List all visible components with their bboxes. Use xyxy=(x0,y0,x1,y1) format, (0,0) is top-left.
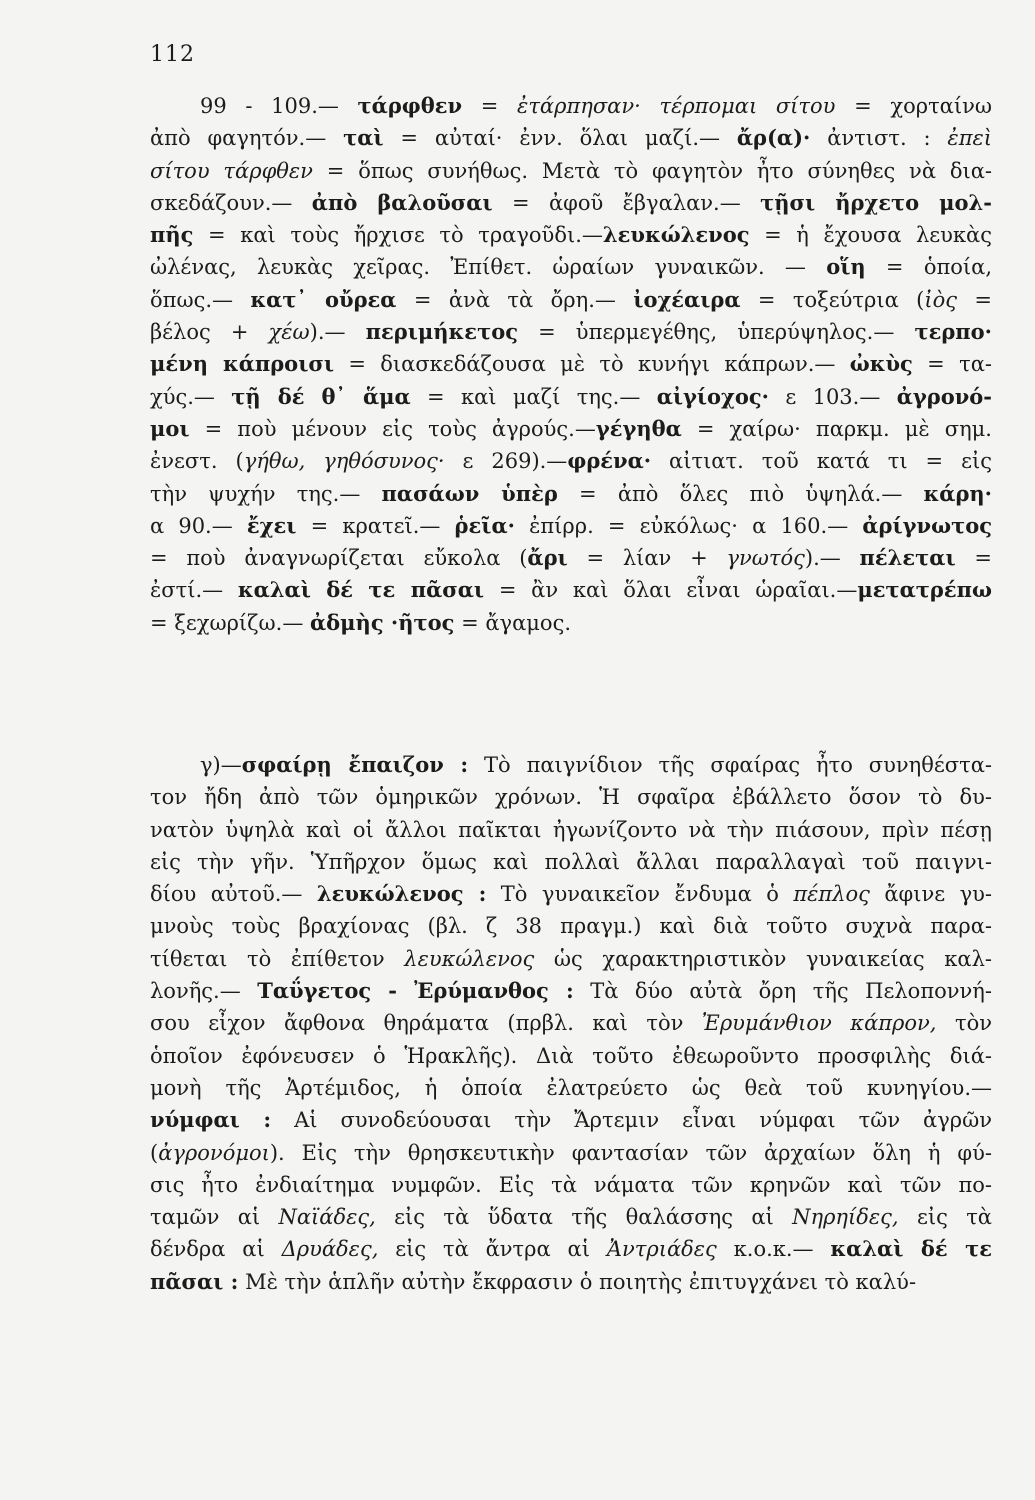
text-run: = διασκεδάζουσα μὲ τὸ κυνήγι κάπρων.— xyxy=(334,352,850,377)
text-line xyxy=(150,348,992,380)
text-line xyxy=(150,1169,992,1201)
italic-text: ἐτάρπησαν· τέρπομαι σίτου xyxy=(517,94,836,118)
text-line xyxy=(150,90,992,122)
text-line xyxy=(150,607,992,639)
bold-lemma: καλαὶ δέ τε πᾶσαι xyxy=(237,577,485,603)
text-line xyxy=(150,478,992,510)
bold-lemma: περιμήκετος xyxy=(365,319,518,345)
text-run: εἰς τὰ ὕδατα τῆς θαλάσσης αἱ xyxy=(375,1205,793,1230)
text-run: ε 103.— xyxy=(768,384,897,409)
italic-text: ἰὸς xyxy=(924,287,957,312)
commentary-paragraph-2 xyxy=(150,749,992,1298)
text-line xyxy=(150,749,992,781)
text-run: ἐνεστ. ( xyxy=(150,449,244,474)
text-run: ὁποῖον ἐφόνευσεν ὁ Ἡρακλῆς). Διὰ τοῦτο ἐθεωροῦντο προσφιλὴς διά- xyxy=(150,1043,992,1068)
bold-lemma: κάρη· xyxy=(923,480,992,506)
text-run: = xyxy=(957,287,992,312)
text-run: = λίαν + xyxy=(567,546,727,571)
text-line xyxy=(150,187,992,219)
text-line xyxy=(150,251,992,283)
text-run: 99 - 109.— xyxy=(200,94,358,118)
text-line xyxy=(150,284,992,316)
text-line xyxy=(150,975,992,1007)
italic-text: Νηρηίδες, xyxy=(792,1205,899,1230)
text-line xyxy=(150,574,992,606)
text-run: = ἀπὸ ὅλες πιὸ ὑψηλά.— xyxy=(557,481,924,506)
text-run: εἰς τὰ ἄντρα αἱ xyxy=(378,1237,607,1262)
bold-lemma: τάρφθεν xyxy=(357,93,463,118)
bold-lemma: κατ᾽ οὔρεα xyxy=(250,286,397,312)
text-run: = ἀνὰ τὰ ὄρη.— xyxy=(396,287,634,312)
bold-lemma: ἀρίγνωτος xyxy=(862,512,992,538)
text-run: τον ἤδη ἀπὸ τῶν ὁμηρικῶν χρόνων. Ἡ σφαῖρα ἐβάλλετο ὅσον τὸ δυ- xyxy=(150,785,992,810)
text-run: = καὶ τοὺς ἤρχισε τὸ τραγοῦδι.— xyxy=(193,223,603,248)
bold-lemma: ταὶ xyxy=(343,125,384,151)
text-run: ἀντιστ. : xyxy=(810,126,948,151)
text-line xyxy=(150,846,992,878)
text-run: = ἂν καὶ ὅλαι εἶναι ὡραῖαι.— xyxy=(484,578,858,603)
bold-lemma: οἵη xyxy=(826,254,866,280)
text-run: ἐπίρρ. = εὐκόλως· α 160.— xyxy=(514,513,863,538)
text-line xyxy=(150,943,992,975)
text-run: ).— xyxy=(804,546,860,571)
text-line xyxy=(150,781,992,813)
bold-lemma: ἀδμὴς ·ῆτος xyxy=(310,609,455,635)
text-run: = ὑπερμεγέθης, ὑπερύψηλος.— xyxy=(518,320,915,345)
text-run: Τὸ γυναικεῖον ἔνδυμα ὁ xyxy=(486,882,794,907)
text-run: τὸν xyxy=(936,1011,992,1036)
text-run: σκεδάζουν.— xyxy=(150,190,312,215)
bold-lemma: τῇ δέ θ᾽ ἅμα xyxy=(231,383,411,409)
text-run: ). Εἰς τὴν θρησκευτικὴν φαντασίαν τῶν ἀρχαίων ὅλη ἡ φύ- xyxy=(269,1140,992,1165)
bold-lemma: μετατρέπω xyxy=(857,577,992,603)
text-run: Αἱ συνοδεύουσαι τὴν Ἄρτεμιν εἶναι νύμφαι τῶν ἀγρῶν xyxy=(271,1108,992,1133)
text-run: σις ἦτο ἐνδιαίτημα νυμφῶν. Εἰς τὰ νάματα τῶν κρηνῶν καὶ τῶν πο- xyxy=(150,1172,992,1197)
text-run: = χαίρω· παρκμ. μὲ σημ. xyxy=(681,416,992,441)
text-run: δίου αὐτοῦ.— xyxy=(150,882,317,907)
bold-lemma: ὠκὺς xyxy=(849,351,913,377)
text-run: μονὴ τῆς Ἀρτέμιδος, ἡ ὁποία ἐλατρεύετο ὡς θεὰ τοῦ κυνηγίου.— xyxy=(150,1075,992,1100)
text-line xyxy=(150,122,992,154)
text-run: ὠλένας, λευκὰς χεῖρας. Ἐπίθετ. ὡραίων γυναικῶν. — xyxy=(150,255,827,280)
text-line xyxy=(150,542,992,574)
bold-lemma: πῆς xyxy=(150,222,194,248)
text-run: λονῆς.— xyxy=(150,979,258,1004)
bold-lemma: τερπο· xyxy=(914,319,992,345)
bold-lemma: μένη κάπροισι xyxy=(150,351,335,377)
text-run: νατὸν ὑψηλὰ καὶ οἱ ἄλλοι παῖκται ἠγωνίζοντο νὰ τὴν πιάσουν, πρὶν πέσῃ xyxy=(150,817,992,842)
bold-lemma: ἰοχέαιρα xyxy=(633,286,741,312)
text-run: = ποὺ ἀναγνωρίζεται εὔκολα ( xyxy=(150,546,528,571)
text-run: = ποὺ μένουν εἰς τοὺς ἀγρούς.— xyxy=(189,416,596,441)
text-run: ὡς χαρακτηριστικὸν γυναικείας καλ- xyxy=(534,946,992,971)
bold-lemma: λευκώλενος : xyxy=(316,881,487,907)
text-line xyxy=(150,155,992,187)
text-run: = αὐταί· ἐνν. ὅλαι μαζί.— xyxy=(383,126,737,151)
text-run: = xyxy=(955,546,992,571)
text-run: ταμῶν αἱ xyxy=(150,1205,279,1230)
italic-text: λευκώλενος xyxy=(404,946,535,971)
italic-text: γνωτός xyxy=(726,546,805,571)
page-number: 112 xyxy=(150,42,195,67)
text-run: = ἄγαμος. xyxy=(454,610,572,635)
italic-text: Ἐρυμάνθιον κάπρον, xyxy=(701,1011,937,1036)
italic-text: γήθω, γηθόσυνος· xyxy=(243,449,445,474)
text-line xyxy=(150,316,992,348)
text-run: ὅπως.— xyxy=(150,287,251,312)
italic-text: ἐπεὶ xyxy=(947,126,992,151)
italic-text: Ἀντριάδες xyxy=(606,1237,717,1262)
text-line xyxy=(150,445,992,477)
commentary-paragraph-1 xyxy=(150,90,992,639)
text-run: = ἀφοῦ ἔβγαλαν.— xyxy=(492,190,761,215)
bold-lemma: ἄρ(α)· xyxy=(736,125,811,151)
italic-text: χέω xyxy=(268,320,310,345)
text-run: χύς.— xyxy=(150,384,232,409)
bold-lemma: νύμφαι : xyxy=(150,1107,272,1133)
text-run: ( xyxy=(150,1140,159,1165)
text-run: ).— xyxy=(309,320,366,345)
bold-lemma: ἄρι xyxy=(527,545,568,571)
text-run: = κρατεῖ.— xyxy=(296,513,455,538)
text-run: κ.ο.κ.— xyxy=(716,1237,831,1262)
text-line xyxy=(150,1104,992,1136)
text-line xyxy=(150,1137,992,1169)
text-line xyxy=(150,413,992,445)
text-run: Τὸ παιγνίδιον τῆς σφαίρας ἦτο συνηθέστα- xyxy=(468,753,992,777)
text-line xyxy=(150,381,992,413)
bold-lemma: ἀπὸ βαλοῦσαι xyxy=(311,189,493,215)
bold-lemma: πᾶσαι : xyxy=(150,1268,239,1294)
text-run: = χορταίνω xyxy=(835,94,992,118)
text-line xyxy=(150,814,992,846)
bold-lemma: φρένα· xyxy=(567,448,652,474)
bold-lemma: πέλεται xyxy=(859,545,956,571)
text-line xyxy=(150,1007,992,1039)
text-run: Τὰ δύο αὐτὰ ὄρη τῆς Πελοποννή- xyxy=(573,979,992,1004)
bold-lemma: γέγηθα xyxy=(595,415,682,441)
text-line xyxy=(150,219,992,251)
text-line xyxy=(150,1072,992,1104)
text-line xyxy=(150,510,992,542)
text-run: ἐστί.— xyxy=(150,578,238,603)
text-line xyxy=(150,1040,992,1072)
text-run: = ἡ ἔχουσα λευκὰς xyxy=(749,223,992,248)
text-run: ἀπὸ φαγητόν.— xyxy=(150,126,344,151)
text-line xyxy=(150,1266,992,1298)
text-line xyxy=(150,1233,992,1265)
text-run: γ)— xyxy=(200,753,242,777)
bold-lemma: τῇσι ἤρχετο μολ- xyxy=(760,189,992,215)
italic-text: πέπλος xyxy=(793,882,870,907)
text-line xyxy=(150,1201,992,1233)
bold-lemma: Ταΰγετος - Ἐρύμανθος : xyxy=(257,978,574,1004)
bold-lemma: σφαίρῃ ἔπαιζον : xyxy=(241,752,469,777)
text-run: σου εἶχον ἄφθονα θηράματα (πρβλ. καὶ τὸν xyxy=(150,1011,702,1036)
text-run: ἄφινε γυ- xyxy=(869,882,992,907)
text-run: = ὅπως συνήθως. Μετὰ τὸ φαγητὸν ἦτο σύνηθες νὰ δια- xyxy=(312,158,992,183)
text-run: βέλος + xyxy=(150,320,269,345)
text-run: α 90.— xyxy=(150,513,247,538)
text-run: = xyxy=(462,94,518,118)
text-line xyxy=(150,910,992,942)
bold-lemma: μοι xyxy=(150,415,190,441)
text-run: = ξεχωρίζω.— xyxy=(150,610,311,635)
bold-lemma: αἰγίοχος· xyxy=(656,383,769,409)
text-run: μνοὺς τοὺς βραχίονας (βλ. ζ 38 πραγμ.) καὶ διὰ τοῦτο συχνὰ παρα- xyxy=(150,914,992,939)
text-run: αἰτιατ. τοῦ κατά τι = εἰς xyxy=(651,449,992,474)
text-line xyxy=(150,878,992,910)
italic-text: Δρυάδες, xyxy=(281,1237,379,1262)
bold-lemma: ἀγρονό- xyxy=(896,383,992,409)
bold-lemma: λευκώλενος xyxy=(602,222,750,248)
text-run: εἰς τὰ xyxy=(898,1205,992,1230)
text-run: = τα- xyxy=(912,352,992,377)
text-run: δένδρα αἱ xyxy=(150,1237,282,1262)
bold-lemma: καλαὶ δέ τε xyxy=(830,1236,992,1262)
text-run: = καὶ μαζί της.— xyxy=(410,384,657,409)
text-run: = τοξεύτρια ( xyxy=(740,287,925,312)
italic-text: ἀγρονόμοι xyxy=(158,1140,270,1165)
bold-lemma: ῥεῖα· xyxy=(454,512,515,538)
bold-lemma: πασάων ὑπὲρ xyxy=(381,480,558,506)
text-run: = ὁποία, xyxy=(865,255,992,280)
italic-text: Ναϊάδες, xyxy=(278,1205,376,1230)
text-run: τίθεται τὸ ἐπίθετον xyxy=(150,946,405,971)
text-run: Μὲ τὴν ἁπλῆν αὐτὴν ἔκφρασιν ὁ ποιητὴς ἐπιτυγχάνει τὸ καλύ- xyxy=(238,1269,917,1294)
bold-lemma: ἔχει xyxy=(246,512,297,538)
text-run: τὴν ψυχήν της.— xyxy=(150,481,382,506)
italic-text: σίτου τάρφθεν xyxy=(150,158,313,183)
text-run: εἰς τὴν γῆν. Ὑπῆρχον ὅμως καὶ πολλαὶ ἄλλαι παραλλαγαὶ τοῦ παιγνι- xyxy=(150,849,992,874)
text-run: ε 269).— xyxy=(444,449,568,474)
